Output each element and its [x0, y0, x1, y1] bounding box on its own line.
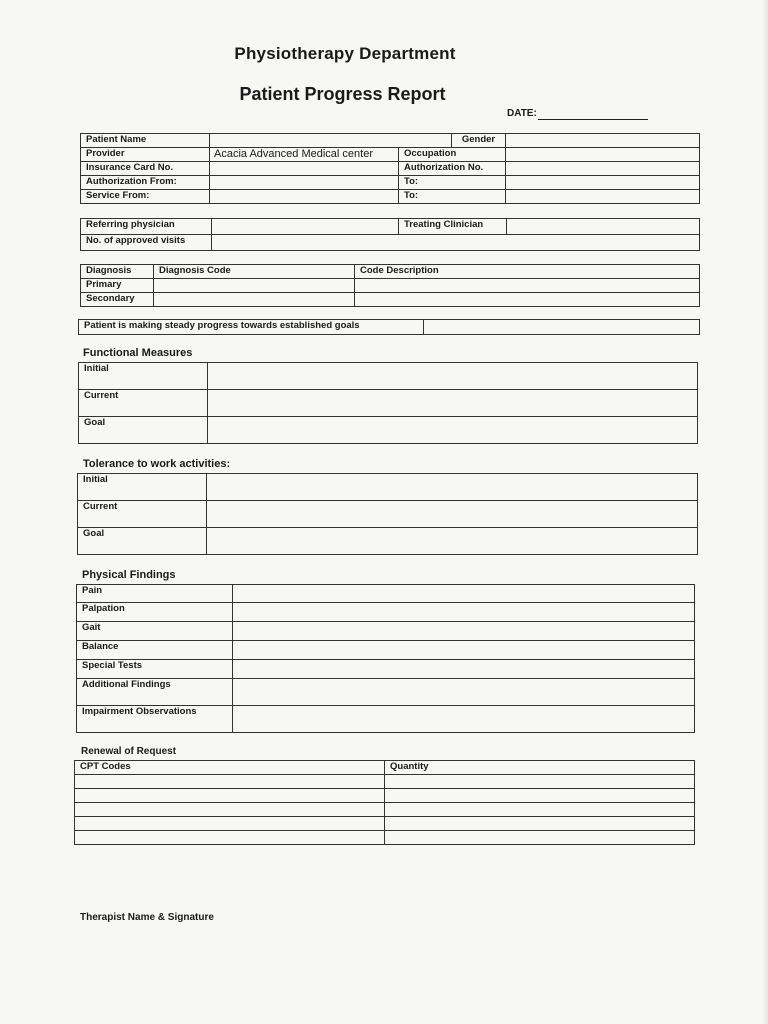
progress-statement-field[interactable] — [424, 320, 700, 335]
report-title: Patient Progress Report — [239, 84, 446, 104]
cpt-code-field[interactable] — [75, 831, 385, 845]
authorization-no-label: Authorization No. — [399, 162, 506, 176]
gait-field[interactable] — [233, 622, 695, 641]
service-from-label: Service From: — [81, 190, 210, 204]
gender-field[interactable] — [506, 134, 700, 148]
authorization-to-field[interactable] — [506, 176, 700, 190]
authorization-from-field[interactable] — [210, 176, 399, 190]
pain-field[interactable] — [233, 585, 695, 603]
quantity-field[interactable] — [385, 817, 695, 831]
provider-label: Provider — [81, 148, 210, 162]
balance-label: Balance — [77, 641, 233, 660]
secondary-label: Secondary — [81, 293, 154, 307]
paper-edge — [762, 0, 768, 1024]
tolerance-initial-label: Initial — [78, 474, 207, 501]
functional-current-field[interactable] — [208, 390, 698, 417]
tolerance-heading: Tolerance to work activities: — [83, 458, 231, 470]
department-title: Physiotherapy Department — [234, 44, 456, 63]
occupation-field[interactable] — [506, 148, 700, 162]
cpt-code-field[interactable] — [75, 803, 385, 817]
functional-initial-field[interactable] — [208, 363, 698, 390]
cpt-code-field[interactable] — [75, 789, 385, 803]
cpt-code-field[interactable] — [75, 775, 385, 789]
therapist-signature-label: Therapist Name & Signature — [80, 912, 214, 923]
patient-name-label: Patient Name — [81, 134, 210, 148]
renewal-heading: Renewal of Request — [81, 746, 177, 757]
insurance-card-label: Insurance Card No. — [81, 162, 210, 176]
impairment-observations-label: Impairment Observations — [77, 706, 233, 733]
palpation-field[interactable] — [233, 603, 695, 622]
impairment-observations-field[interactable] — [233, 706, 695, 733]
patient-name-field[interactable] — [210, 134, 452, 148]
cpt-codes-label: CPT Codes — [75, 761, 385, 775]
secondary-code-field[interactable] — [154, 293, 355, 307]
service-from-field[interactable] — [210, 190, 399, 204]
treating-clinician-label: Treating Clinician — [399, 219, 507, 235]
referral-table — [80, 218, 700, 251]
tolerance-table — [77, 473, 698, 555]
physical-findings-table — [76, 584, 695, 733]
service-to-label: To: — [399, 190, 506, 204]
authorization-from-label: Authorization From: — [81, 176, 210, 190]
diagnosis-label: Diagnosis — [81, 265, 154, 279]
patient-info-table — [80, 133, 700, 204]
primary-label: Primary — [81, 279, 154, 293]
tolerance-goal-label: Goal — [78, 528, 207, 555]
physical-findings-heading: Physical Findings — [82, 569, 176, 581]
referring-physician-field[interactable] — [212, 219, 399, 235]
quantity-field[interactable] — [385, 789, 695, 803]
quantity-field[interactable] — [385, 831, 695, 845]
diagnosis-table — [80, 264, 700, 307]
functional-measures-table — [78, 362, 698, 444]
pain-label: Pain — [77, 585, 233, 603]
secondary-description-field[interactable] — [355, 293, 700, 307]
tolerance-goal-field[interactable] — [207, 528, 698, 555]
primary-description-field[interactable] — [355, 279, 700, 293]
treating-clinician-field[interactable] — [507, 219, 700, 235]
progress-statement-label: Patient is making steady progress towards established goals — [79, 320, 424, 335]
renewal-table — [74, 760, 695, 845]
palpation-label: Palpation — [77, 603, 233, 622]
quantity-field[interactable] — [385, 775, 695, 789]
approved-visits-field[interactable] — [212, 235, 700, 251]
provider-field[interactable]: Acacia Advanced Medical center — [210, 148, 399, 162]
quantity-field[interactable] — [385, 803, 695, 817]
authorization-to-label: To: — [399, 176, 506, 190]
service-to-field[interactable] — [506, 190, 700, 204]
functional-measures-heading: Functional Measures — [83, 347, 193, 359]
gender-label: Gender — [452, 134, 506, 148]
functional-goal-label: Goal — [79, 417, 208, 444]
approved-visits-label: No. of approved visits — [81, 235, 212, 251]
special-tests-field[interactable] — [233, 660, 695, 679]
balance-field[interactable] — [233, 641, 695, 660]
special-tests-label: Special Tests — [77, 660, 233, 679]
tolerance-current-label: Current — [78, 501, 207, 528]
additional-findings-label: Additional Findings — [77, 679, 233, 706]
primary-code-field[interactable] — [154, 279, 355, 293]
code-description-label: Code Description — [355, 265, 700, 279]
date-label: DATE: — [507, 108, 537, 119]
diagnosis-code-label: Diagnosis Code — [154, 265, 355, 279]
gait-label: Gait — [77, 622, 233, 641]
cpt-code-field[interactable] — [75, 817, 385, 831]
quantity-label: Quantity — [385, 761, 695, 775]
progress-statement-table — [78, 319, 700, 335]
functional-goal-field[interactable] — [208, 417, 698, 444]
occupation-label: Occupation — [399, 148, 506, 162]
functional-current-label: Current — [79, 390, 208, 417]
additional-findings-field[interactable] — [233, 679, 695, 706]
tolerance-current-field[interactable] — [207, 501, 698, 528]
referring-physician-label: Referring physician — [81, 219, 212, 235]
authorization-no-field[interactable] — [506, 162, 700, 176]
functional-initial-label: Initial — [79, 363, 208, 390]
insurance-card-field[interactable] — [210, 162, 399, 176]
tolerance-initial-field[interactable] — [207, 474, 698, 501]
date-field[interactable] — [538, 119, 648, 120]
